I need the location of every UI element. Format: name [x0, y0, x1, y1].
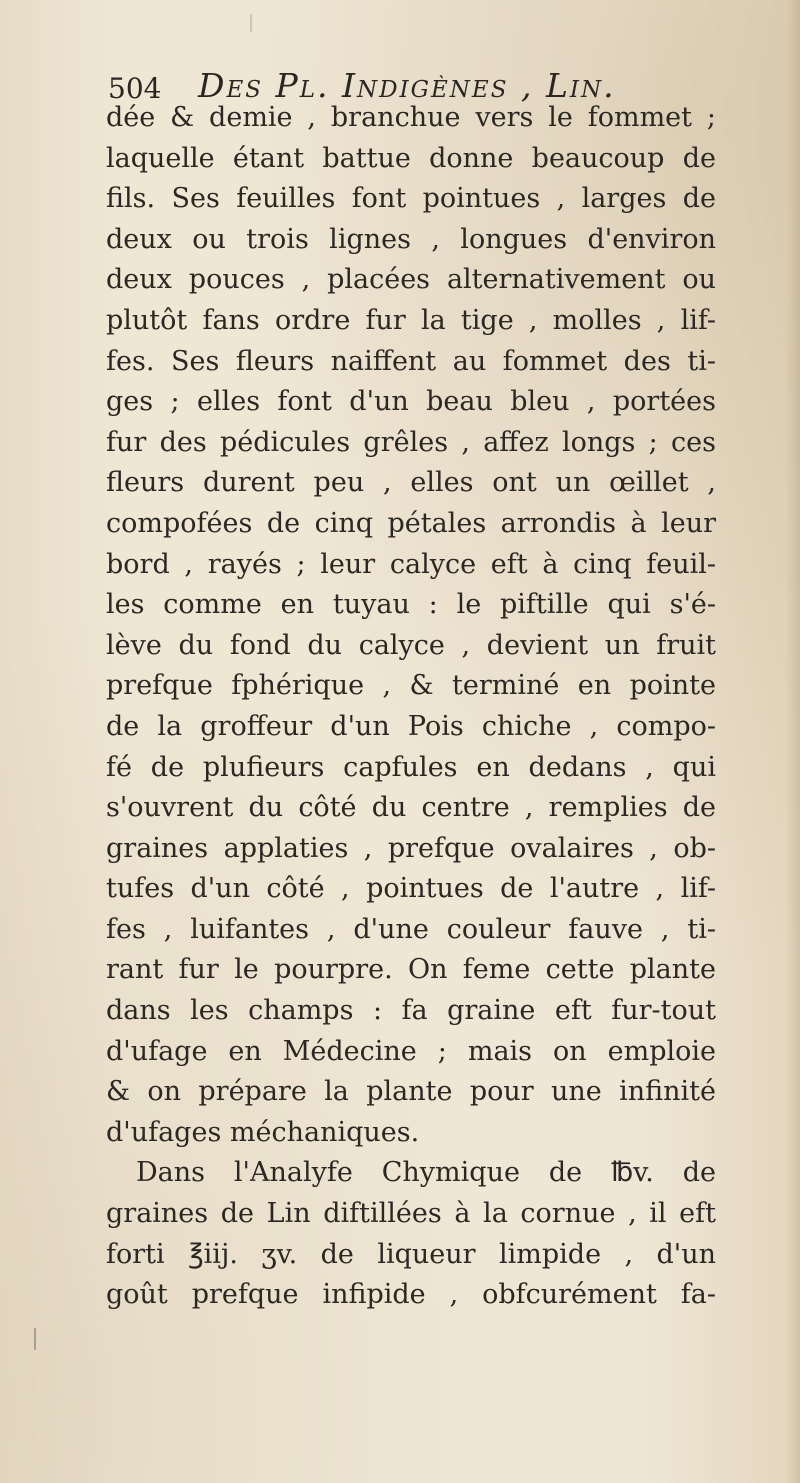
text-line-3: fils. Ses feuilles font pointues , larges de: [106, 183, 716, 215]
text-line-19: graines applaties , prefque ovalaires , ob-: [106, 832, 716, 864]
text-line-1: dée & demie , branchue vers le fommet ;: [106, 102, 716, 133]
text-line-28: graines de Lin diftillées à la cornue , il eft: [106, 1198, 716, 1230]
text-line-20: tufes d'un côté , pointues de l'autre , lif-: [106, 873, 716, 905]
margin-speck: [250, 14, 252, 32]
text-line-6: plutôt fans ordre fur la tige , molles , lif-: [106, 304, 716, 336]
text-line-4: deux ou trois lignes , longues d'environ: [106, 223, 716, 255]
text-line-18: s'ouvrent du côté du centre , remplies de: [106, 792, 716, 824]
text-line-16: de la groffeur d'un Pois chiche , compo-: [106, 710, 716, 742]
text-line-14: lève du fond du calyce , devient un fruit: [106, 629, 716, 661]
text-line-29: forti ℥iij. ʒv. de liqueur limpide , d'un: [106, 1238, 716, 1270]
text-line-15: prefque fphérique , & terminé en pointe: [106, 670, 716, 702]
running-head: Des Pl. Indigènes , Lin.: [198, 66, 616, 105]
text-line-8: ges ; elles font d'un beau bleu , portées: [106, 386, 716, 418]
margin-speck: [34, 1328, 36, 1350]
text-line-2: laquelle étant battue donne beaucoup de: [106, 142, 716, 174]
page-number: 504: [108, 72, 162, 105]
text-line-24: d'ufage en Médecine ; mais on emploie: [106, 1035, 716, 1067]
text-line-26: d'ufages méchaniques.: [106, 1116, 420, 1148]
text-line-11: compofées de cinq pétales arrondis à leur: [106, 507, 716, 539]
text-line-7: fes. Ses fleurs naiffent au fommet des ti-: [106, 345, 716, 377]
text-line-21: fes , luifantes , d'une couleur fauve , ti-: [106, 913, 716, 945]
text-line-12: bord , rayés ; leur calyce eft à cinq feuil-: [106, 548, 716, 580]
text-line-23: dans les champs : fa graine eft fur-tout: [106, 995, 716, 1027]
text-line-25: & on prépare la plante pour une infinité: [106, 1076, 716, 1108]
text-line-30: goût prefque infipide , obfcurément fa-: [106, 1279, 716, 1311]
body-text: [106, 98, 716, 1316]
text-line-13: les comme en tuyau : le piftille qui s'é-: [106, 589, 716, 621]
text-line-17: fé de plufieurs capfules en dedans , qui: [106, 751, 716, 783]
page-edge-shadow: [786, 0, 800, 1483]
text-line-5: deux pouces , placées alternativement ou: [106, 264, 716, 296]
text-line-27: Dans l'Analyfe Chymique de ℔v. de: [136, 1157, 716, 1189]
text-line-22: rant fur le pourpre. On feme cette plante: [106, 954, 716, 986]
text-line-10: fleurs durent peu , elles ont un œillet ,: [106, 467, 716, 499]
text-line-9: fur des pédicules grêles , affez longs ; ces: [106, 426, 716, 458]
